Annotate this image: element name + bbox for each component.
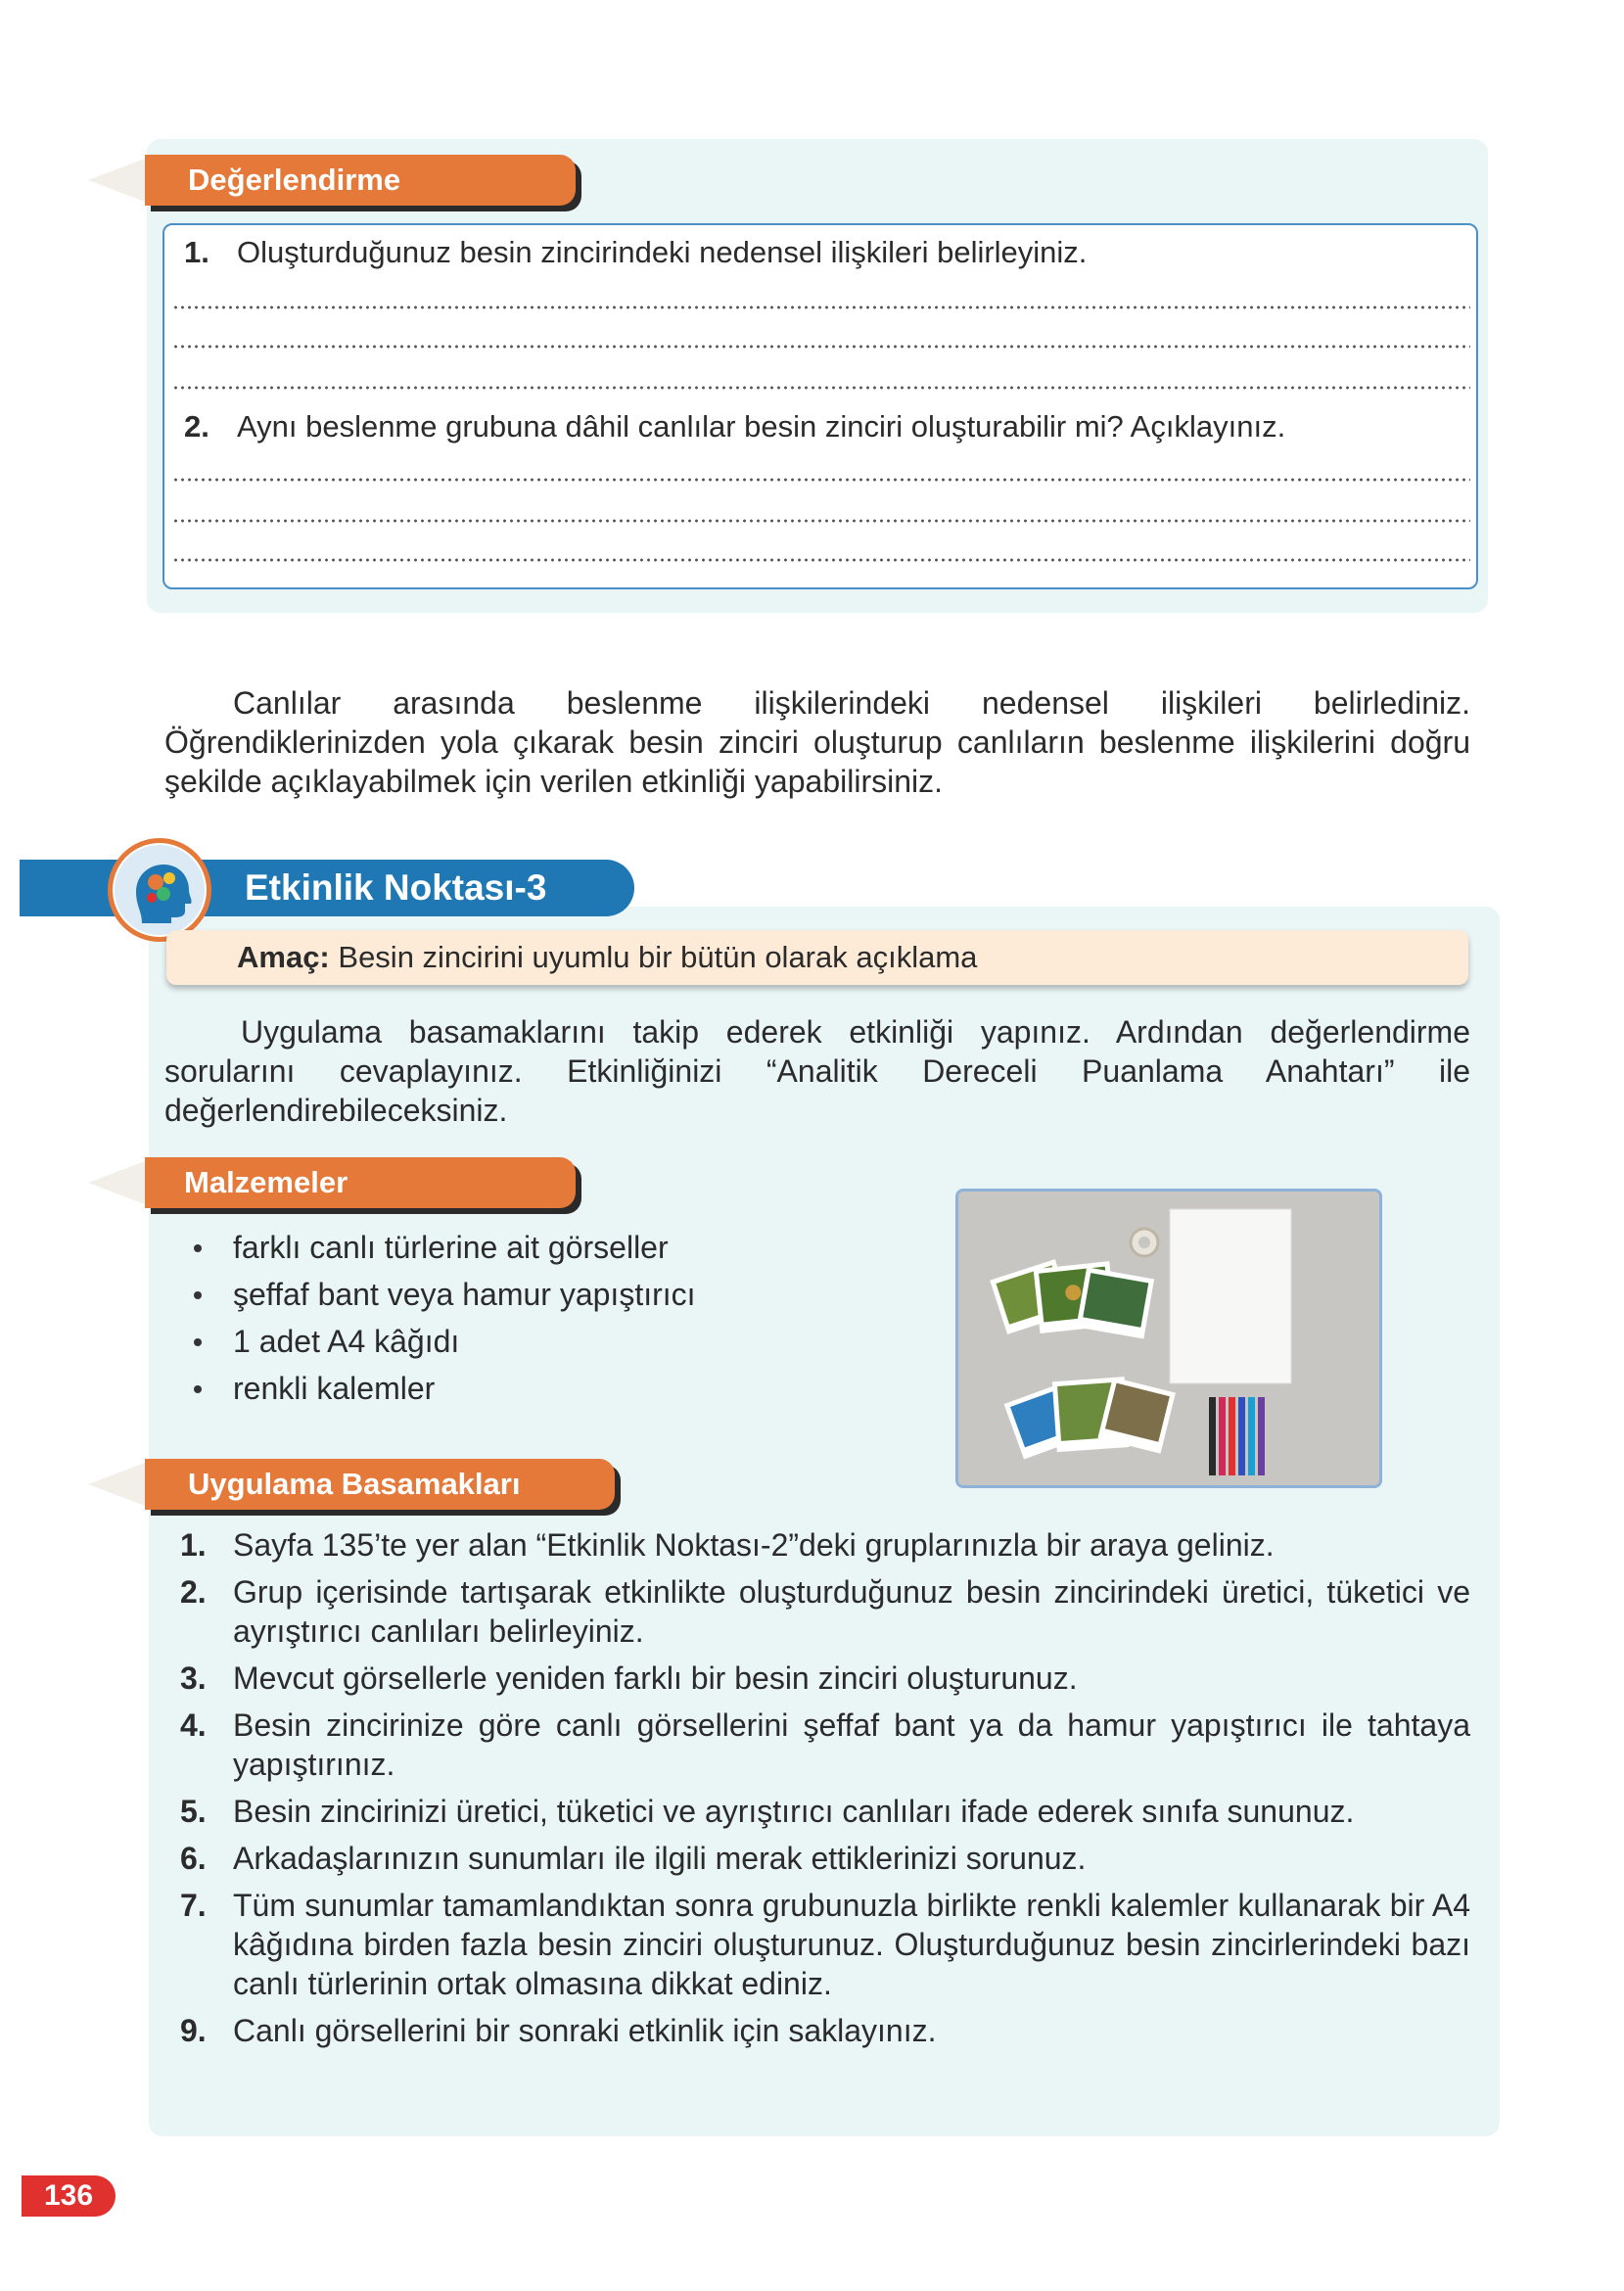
materials-photo [955,1189,1382,1488]
step-text: Besin zincirinizi üretici, tüketici ve ayrıştırıcı canlıları ifade ederek sınıfa sununuz. [233,1794,1355,1829]
answer-line [172,345,1470,349]
step-number: 9. [180,2013,207,2048]
page-number: 136 [22,2175,116,2217]
goal-label: Amaç: [237,940,330,974]
answer-line [172,519,1470,523]
thinking-head-icon [108,838,211,942]
question-2-text: Aynı beslenme grubuna dâhil canlılar besin zinciri oluşturabilir mi? Açıklayınız. [237,409,1286,444]
steps-list [176,1525,1470,2058]
list-item [176,1839,1470,1878]
list-item [176,1792,1470,1831]
question-1-text: Oluşturduğunuz besin zincirindeki nedensel ilişkileri belirleyiniz. [237,235,1088,269]
activity-instructions: Uygulama basamaklarını takip ederek etkinliği yapınız. Ardından değerlendirme sorularını cevaplayınız. Etkinliğinizi “Analitik Dereceli Puanlama Anahtarı” ile değerlendirebileceksiniz. [164,1014,1470,1128]
list-item [176,1706,1470,1784]
list-item [176,1525,1470,1565]
step-text: Canlı görsellerini bir sonraki etkinlik için saklayınız. [233,2013,937,2048]
step-number: 5. [180,1794,207,1829]
tab-fold [88,1161,145,1204]
answer-line [172,305,1470,309]
step-text: Arkadaşlarınızın sunumları ile ilgili merak ettiklerinizi sorunuz. [233,1841,1087,1876]
step-text: Mevcut görsellerle yeniden farklı bir besin zinciri oluşturunuz. [233,1660,1078,1696]
step-number: 4. [180,1707,207,1743]
answer-line [172,478,1470,482]
step-number: 6. [180,1841,207,1876]
step-number: 1. [180,1527,207,1563]
steps-tab [145,1459,615,1510]
list-item [176,2011,1470,2050]
step-text: Grup içerisinde tartışarak etkinlikte oluşturduğunuz besin zincirindeki üretici, tüketici ve ayrıştırıcı canlıları belirleyiniz. [233,1574,1470,1649]
goal-text: Besin zincirini uyumlu bir bütün olarak açıklama [338,940,978,974]
question-1-number: 1. [184,235,209,269]
step-number: 7. [180,1888,207,1923]
activity-title: Etkinlik Noktası-3 [245,867,547,908]
activity-goal [166,930,1468,985]
list-item [176,1659,1470,1698]
list-item: 1 adet A4 kâğıdı [186,1318,696,1365]
steps-tab-label: Uygulama Basamakları [188,1467,521,1501]
list-item: farklı canlı türlerine ait görseller [186,1224,696,1271]
list-item: renkli kalemler [186,1365,696,1412]
tab-fold [88,1463,145,1506]
answer-line [172,558,1470,562]
step-text: Besin zincirinize göre canlı görsellerini şeffaf bant ya da hamur yapıştırıcı ile tahtaya yapıştırınız. [233,1707,1470,1782]
materials-list [186,1224,696,1412]
list-item [176,1572,1470,1651]
list-item: şeffaf bant veya hamur yapıştırıcı [186,1271,696,1318]
question-2-number: 2. [184,409,209,444]
question-2 [184,409,1285,444]
step-text: Sayfa 135’te yer alan “Etkinlik Noktası-2”deki gruplarınızla bir araya geliniz. [233,1527,1275,1563]
tab-fold [88,159,145,202]
question-1 [184,235,1087,270]
step-number: 3. [180,1660,207,1696]
evaluation-tab-label: Değerlendirme [188,163,401,197]
materials-tab-label: Malzemeler [184,1165,348,1199]
step-text: Tüm sunumlar tamamlandıktan sonra grubunuzla birlikte renkli kalemler kullanarak bir A4 kâğıdına birden fazla besin zinciri oluşturunuz. Oluşturduğunuz besin zincirlerindeki bazı canlı türlerinin ortak olmasına dikkat ediniz. [233,1888,1470,2001]
step-number: 2. [180,1574,207,1610]
evaluation-question-box [162,223,1478,589]
intro-paragraph: Canlılar arasında beslenme ilişkilerindeki nedensel ilişkileri belirlediniz. Öğrendiklerinizden yola çıkarak besin zinciri oluşturup canlıların beslenme ilişkilerini doğru şekilde açıklayabilmek için verilen etkinliği yapabilirsiniz. [164,685,1470,799]
answer-line [172,386,1470,390]
materials-tab [145,1157,576,1208]
list-item [176,1886,1470,2003]
evaluation-tab [145,155,576,206]
